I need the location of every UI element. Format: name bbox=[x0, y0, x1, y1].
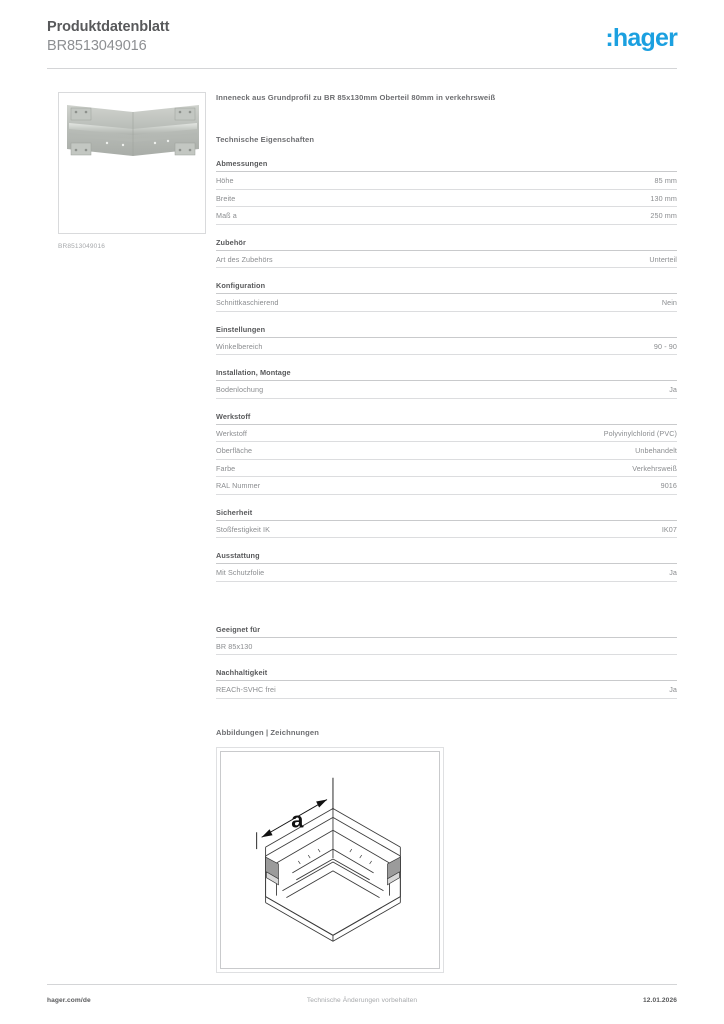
section-spacer bbox=[216, 495, 677, 508]
spec-row bbox=[216, 681, 677, 699]
spec-section-title: Konfiguration bbox=[216, 281, 677, 294]
spec-row-value: Nein bbox=[661, 298, 677, 307]
spec-row-key: BR 85x130 bbox=[216, 641, 253, 651]
spec-row-key: Schnittkaschierend bbox=[216, 298, 279, 307]
spec-row-value: Unterteil bbox=[649, 254, 677, 264]
spec-section bbox=[216, 281, 677, 312]
spec-row bbox=[216, 564, 677, 582]
spec-row-value: Ja bbox=[669, 685, 677, 694]
spec-row-key: Werkstoff bbox=[216, 428, 247, 438]
section-spacer bbox=[216, 268, 677, 281]
spec-section bbox=[216, 625, 677, 656]
section-spacer bbox=[216, 355, 677, 368]
spec-section-title: Geeignet für bbox=[216, 625, 677, 638]
dimension-label-a: a bbox=[291, 806, 304, 832]
hager-logo: :hager bbox=[605, 24, 677, 52]
page-footer bbox=[47, 997, 677, 1004]
technical-properties-heading: Technische Eigenschaften bbox=[216, 135, 315, 144]
section-spacer bbox=[216, 538, 677, 551]
page-header bbox=[47, 18, 677, 56]
figures-heading: Abbildungen | Zeichnungen bbox=[216, 727, 319, 737]
spec-row-key: Winkelbereich bbox=[216, 341, 263, 351]
spec-row-value: 9016 bbox=[660, 481, 677, 490]
spec-row bbox=[216, 425, 677, 443]
article-number: BR8513049016 bbox=[47, 38, 147, 54]
spec-row-value: Ja bbox=[669, 385, 677, 394]
spec-row bbox=[216, 294, 677, 312]
spec-row-key: REACh-SVHC frei bbox=[216, 685, 276, 694]
section-spacer bbox=[216, 312, 677, 325]
spec-section bbox=[216, 368, 677, 399]
spec-row bbox=[216, 338, 677, 356]
spec-row-value: IK07 bbox=[661, 524, 677, 534]
spec-row-key: Mit Schutzfolie bbox=[216, 568, 265, 577]
section-spacer bbox=[216, 225, 677, 238]
footer-date: 12.01.2026 bbox=[642, 997, 677, 1004]
spec-row-key: Farbe bbox=[216, 463, 236, 473]
spec-row-value: Ja bbox=[669, 568, 677, 577]
section-spacer bbox=[216, 399, 677, 412]
technical-drawing-box bbox=[216, 747, 444, 973]
footer-disclaimer: Technische Änderungen vorbehalten bbox=[306, 997, 418, 1004]
spec-row-value: 85 mm bbox=[654, 176, 677, 185]
spec-row bbox=[216, 442, 677, 460]
spec-row bbox=[216, 638, 677, 656]
header-divider bbox=[47, 68, 677, 69]
spec-row-value: 90 - 90 bbox=[653, 341, 677, 351]
spec-section-title: Installation, Montage bbox=[216, 368, 677, 381]
technical-drawing-inner bbox=[220, 751, 440, 969]
spec-row-key: Bodenlochung bbox=[216, 385, 264, 394]
spec-row bbox=[216, 381, 677, 399]
spec-row-key: Oberfläche bbox=[216, 446, 253, 455]
technical-drawing bbox=[221, 752, 439, 968]
spec-row-key: Maß a bbox=[216, 211, 237, 220]
spec-row bbox=[216, 172, 677, 190]
spec-section bbox=[216, 238, 677, 269]
datasheet-content bbox=[216, 92, 677, 973]
section-spacer bbox=[216, 582, 677, 595]
spec-section-title: Nachhaltigkeit bbox=[216, 668, 677, 681]
spec-section bbox=[216, 508, 677, 539]
spec-section-title: Ausstattung bbox=[216, 551, 677, 564]
spec-row-value: Verkehrsweiß bbox=[632, 463, 677, 473]
spec-row bbox=[216, 190, 677, 208]
spec-section bbox=[216, 159, 677, 225]
spec-row bbox=[216, 207, 677, 225]
section-spacer bbox=[216, 655, 677, 668]
spec-row-key: RAL Nummer bbox=[216, 481, 261, 490]
spec-row-key: Breite bbox=[216, 193, 236, 203]
spec-row-key: Art des Zubehörs bbox=[216, 254, 273, 264]
spec-row-key: Höhe bbox=[216, 176, 234, 185]
spec-section-title: Werkstoff bbox=[216, 412, 677, 425]
page-title: Produktdatenblatt bbox=[47, 19, 170, 35]
product-photo-art bbox=[65, 99, 201, 167]
spec-section-title: Zubehör bbox=[216, 238, 677, 251]
spec-section bbox=[216, 412, 677, 495]
spec-section-title: Einstellungen bbox=[216, 325, 677, 338]
footer-divider bbox=[47, 984, 677, 985]
spec-row-value: Unbehandelt bbox=[635, 446, 677, 455]
spec-section bbox=[216, 325, 677, 356]
spec-section-title: Sicherheit bbox=[216, 508, 677, 521]
spec-row bbox=[216, 251, 677, 269]
product-photo bbox=[58, 92, 206, 234]
spec-row-value: 250 mm bbox=[650, 211, 677, 220]
spec-row-value: Polyvinylchlorid (PVC) bbox=[603, 428, 677, 438]
specification-sections bbox=[216, 159, 677, 699]
spec-section bbox=[216, 551, 677, 582]
spec-section-title: Abmessungen bbox=[216, 159, 677, 172]
spec-section bbox=[216, 668, 677, 699]
spec-row-value: 130 mm bbox=[650, 193, 677, 203]
spec-row bbox=[216, 521, 677, 539]
spec-row-key: Stoßfestigkeit IK bbox=[216, 524, 271, 534]
footer-website[interactable]: hager.com/de bbox=[47, 997, 91, 1004]
product-description: Inneneck aus Grundprofil zu BR 85x130mm Oberteil 80mm in verkehrsweiß bbox=[216, 93, 496, 102]
product-photo-caption: BR8513049016 bbox=[58, 243, 105, 250]
spec-row bbox=[216, 477, 677, 495]
section-spacer bbox=[216, 595, 677, 625]
spec-row bbox=[216, 460, 677, 478]
